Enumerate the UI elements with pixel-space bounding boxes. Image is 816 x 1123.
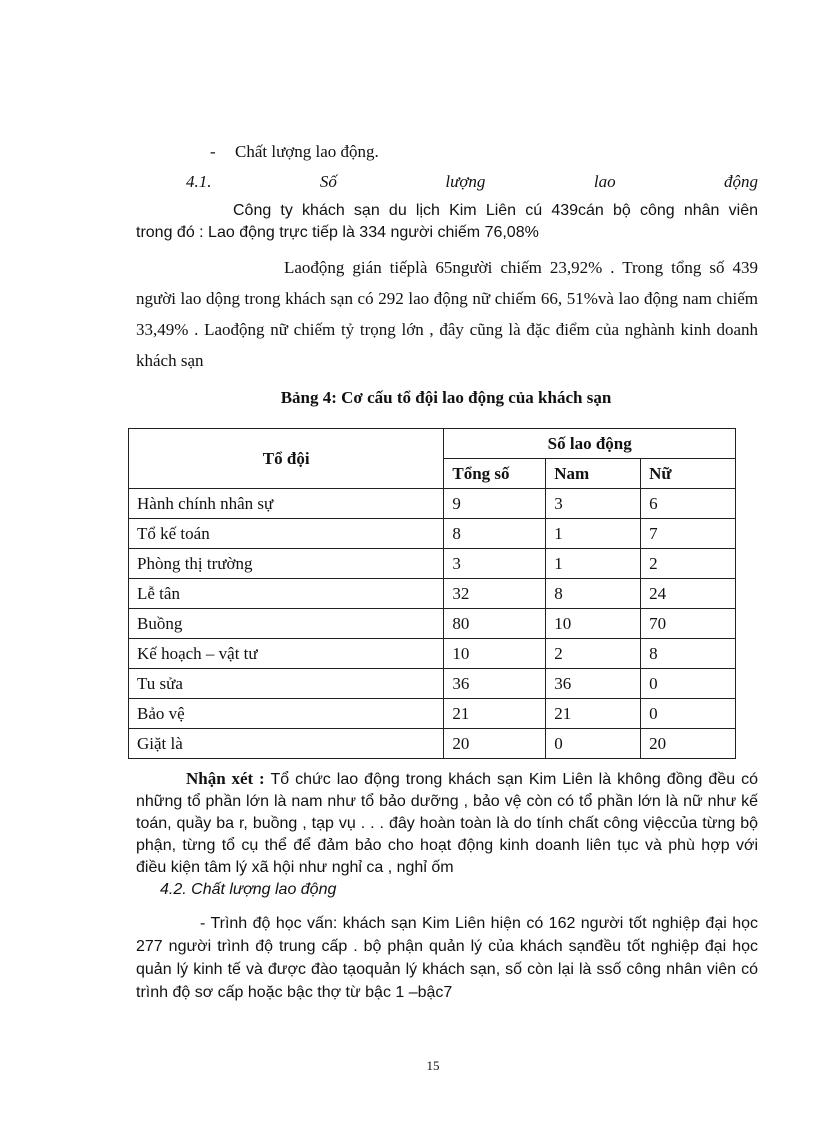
table-row (129, 699, 736, 729)
table-row (129, 639, 736, 669)
section-heading-4-1 (186, 172, 758, 192)
cell-total: 36 (444, 669, 546, 699)
cell-total: 9 (444, 489, 546, 519)
cell-male: 21 (546, 699, 641, 729)
heading-word: lao (593, 172, 616, 191)
cell-female: 24 (641, 579, 736, 609)
cell-female: 7 (641, 519, 736, 549)
section-heading-4-2: 4.2. Chất lượng lao động (160, 881, 337, 898)
cell-total: 10 (444, 639, 546, 669)
bullet-dash: - (210, 142, 216, 161)
cell-total: 8 (444, 519, 546, 549)
cell-female: 8 (641, 639, 736, 669)
page-number: 15 (426, 1058, 440, 1073)
table-title: Bảng 4: Cơ cấu tổ đội lao động của khách sạn (280, 388, 612, 407)
paragraph-1-line-2: trong đó : Lao động trực tiếp là 334 người chiếm 76,08% (136, 224, 539, 241)
cell-male: 36 (546, 669, 641, 699)
cell-total: 32 (444, 579, 546, 609)
remark-text: Tổ chức lao động trong khách sạn Kim Liên là không đồng đều có những tổ phần lớn là nam như tổ bảo dưỡng , bảo vệ còn có tổ phần lớn là nữ như kế toán, quầy ba r, buồng , tạp vụ . . . đây hoàn toàn là do tính chất công việccủa từng bộ phận, từng tổ cụ thể để đảm bảo cho hoạt động kinh doanh liên tục và phù hợp với điều kiện tâm lý xã hội như nghỉ ca , nghỉ ốm (136, 771, 759, 876)
cell-group: Hành chính nhân sự (129, 489, 444, 519)
table-row (129, 519, 736, 549)
cell-group: Tu sửa (129, 669, 444, 699)
cell-total: 80 (444, 609, 546, 639)
heading-word: động (724, 172, 758, 191)
paragraph-2: Laođộng gián tiếplà 65người chiếm 23,92% . Trong tổng số 439 người lao dộng trong khách sạn có 292 lao động nữ chiếm 66, 51%và lao động nam chiếm 33,49% . Laođộng nữ chiếm tỷ trọng lớn , đây cũng là đặc điểm của nghành kinh doanh khách sạn (136, 258, 758, 370)
header-group: Tổ đội (129, 429, 444, 489)
cell-group: Lễ tân (129, 579, 444, 609)
cell-male: 8 (546, 579, 641, 609)
heading-number: 4.1. (186, 172, 212, 191)
cell-male: 10 (546, 609, 641, 639)
table-row (129, 609, 736, 639)
table-row (129, 669, 736, 699)
table-row (129, 579, 736, 609)
cell-male: 0 (546, 729, 641, 759)
staff-structure-table (128, 428, 736, 759)
cell-female: 70 (641, 609, 736, 639)
bullet-text: Chất lượng lao động. (235, 142, 379, 161)
cell-female: 0 (641, 669, 736, 699)
header-female: Nữ (641, 459, 736, 489)
cell-group: Kế hoạch – vật tư (129, 639, 444, 669)
table-row (129, 489, 736, 519)
paragraph-education: - Trình độ học vấn: khách sạn Kim Liên hiện có 162 người tốt nghiệp đại học 277 người trình độ trung cấp . bộ phận quản lý của khách sạnđều tốt nghiệp đại học quản lý kinh tế và được đào tạoquản lý khách sạn, số còn lại là ssố công nhân viên có trình độ sơ cấp hoặc bậc thợ từ bậc 1 –bậc7 (136, 915, 758, 1001)
cell-male: 3 (546, 489, 641, 519)
cell-total: 3 (444, 549, 546, 579)
cell-male: 2 (546, 639, 641, 669)
remark-label: Nhận xét : (186, 769, 265, 788)
header-total: Tổng số (444, 459, 546, 489)
table-row (129, 729, 736, 759)
header-count-group: Số lao động (444, 429, 736, 459)
cell-group: Tổ kế toán (129, 519, 444, 549)
cell-male: 1 (546, 549, 641, 579)
cell-female: 6 (641, 489, 736, 519)
cell-group: Buồng (129, 609, 444, 639)
cell-group: Phòng thị trường (129, 549, 444, 579)
remark-paragraph (136, 768, 758, 879)
cell-female: 2 (641, 549, 736, 579)
cell-total: 20 (444, 729, 546, 759)
bullet-line (210, 142, 379, 162)
cell-female: 20 (641, 729, 736, 759)
paragraph-1-line-1: Công ty khách sạn du lịch Kim Liên cú 439cán bộ công nhân viên (233, 202, 758, 219)
table-row (129, 549, 736, 579)
header-male: Nam (546, 459, 641, 489)
cell-female: 0 (641, 699, 736, 729)
heading-word: Số (319, 172, 337, 191)
cell-total: 21 (444, 699, 546, 729)
heading-word: lượng (445, 172, 486, 191)
cell-group: Giặt là (129, 729, 444, 759)
cell-male: 1 (546, 519, 641, 549)
cell-group: Bảo vệ (129, 699, 444, 729)
